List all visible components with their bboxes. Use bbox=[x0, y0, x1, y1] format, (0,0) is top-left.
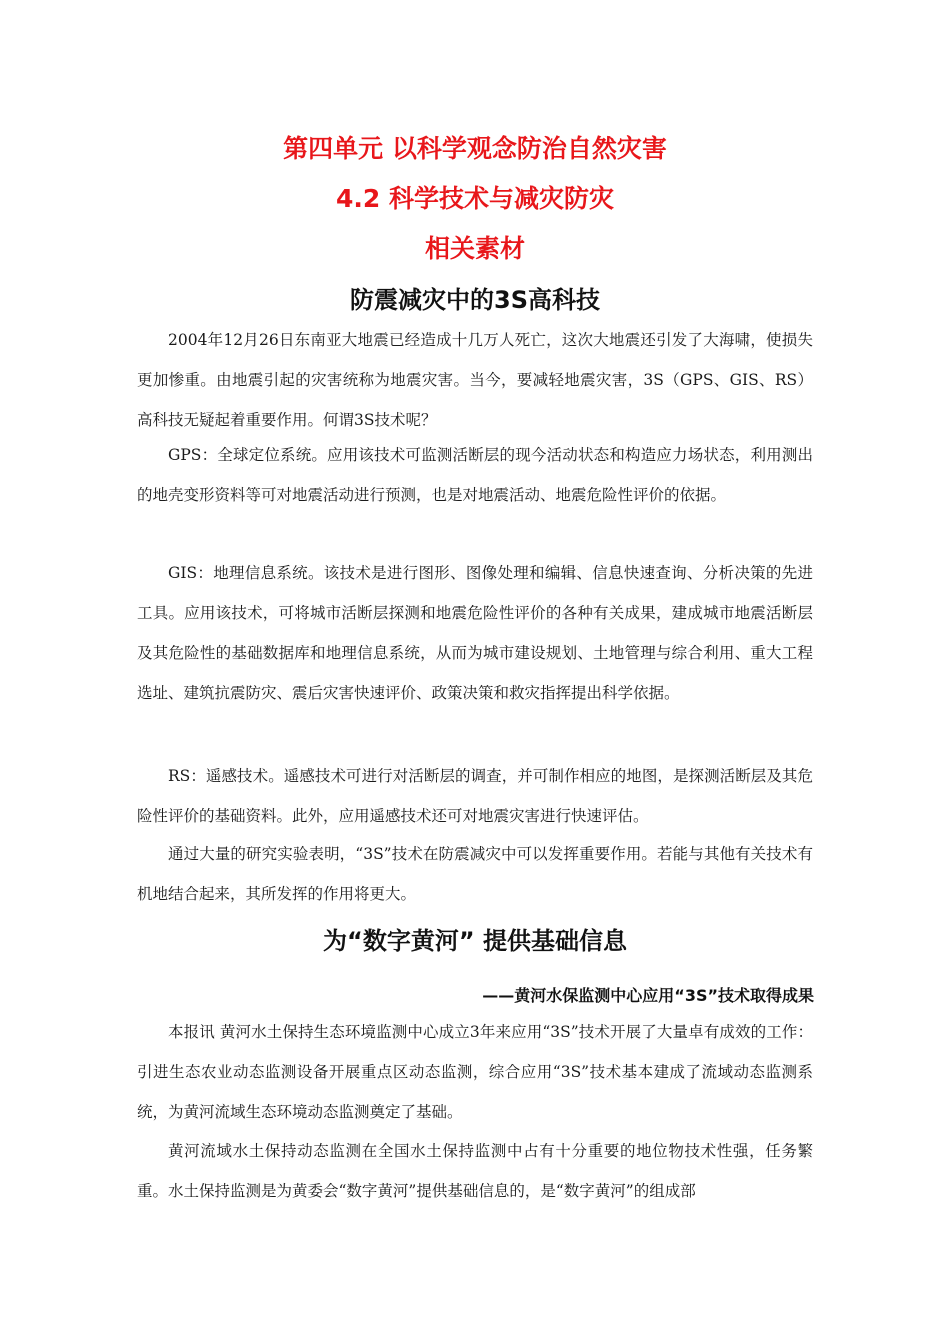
section-title-3s-tech: 防震减灾中的3S高科技 bbox=[350, 286, 600, 314]
paragraph-gis: GIS：地理信息系统。该技术是进行图形、图像处理和编辑、信息快速查询、分析决策的先进工具。应用该技术，可将城市活断层探测和地震危险性评价的各种有关成果，建成城市地震活断层及其危险性的基础数据库和地理信息系统，从而为城市建设规划、土地管理与综合利用、重大工程选址、建筑抗震防灾、震后灾害快速评价、政策决策和救灾指挥提出科学依据。 bbox=[137, 564, 813, 702]
paragraph-news-report: 本报讯 黄河水土保持生态环境监测中心成立3年来应用“3S”技术开展了大量卓有成效的工作：引进生态农业动态监测设备开展重点区动态监测，综合应用“3S”技术基本建成了流域动态监测系统，为黄河流域生态环境动态监测奠定了基础。 bbox=[137, 1023, 813, 1121]
paragraph-monitoring: 黄河流域水土保持动态监测在全国水土保持监测中占有十分重要的地位物技术性强，任务繁重。水土保持监测是为黄委会“数字黄河”提供基础信息的，是“数字黄河”的组成部 bbox=[137, 1142, 813, 1200]
paragraph-rs: RS：遥感技术。遥感技术可进行对活断层的调查，并可制作相应的地图，是探测活断层及其危险性评价的基础资料。此外，应用遥感技术还可对地震灾害进行快速评估。 bbox=[137, 767, 813, 825]
paragraph-intro: 2004年12月26日东南亚大地震已经造成十几万人死亡，这次大地震还引发了大海啸，使损失更加惨重。由地震引起的灾害统称为地震灾害。当今，要减轻地震灾害，3S（GPS、GIS、RS）高科技无疑起着重要作用。何谓3S技术呢？ bbox=[137, 331, 813, 429]
paragraph-conclusion: 通过大量的研究实验表明，“3S”技术在防震减灾中可以发挥重要作用。若能与其他有关技术有机地结合起来，其所发挥的作用将更大。 bbox=[137, 845, 813, 903]
section-subtitle: ——黄河水保监测中心应用“3S”技术取得成果 bbox=[482, 986, 814, 1005]
material-title: 相关素材 bbox=[424, 234, 525, 263]
section-title-digital-yellow-river: 为“数字黄河” 提供基础信息 bbox=[323, 927, 627, 955]
lesson-title: 4.2 科学技术与减灾防灾 bbox=[336, 184, 614, 213]
paragraph-gps: GPS：全球定位系统。应用该技术可监测活断层的现今活动状态和构造应力场状态，利用测出的地壳变形资料等可对地震活动进行预测，也是对地震活动、地震危险性评价的依据。 bbox=[137, 446, 813, 504]
unit-title: 第四单元 以科学观念防治自然灾害 bbox=[283, 134, 667, 163]
